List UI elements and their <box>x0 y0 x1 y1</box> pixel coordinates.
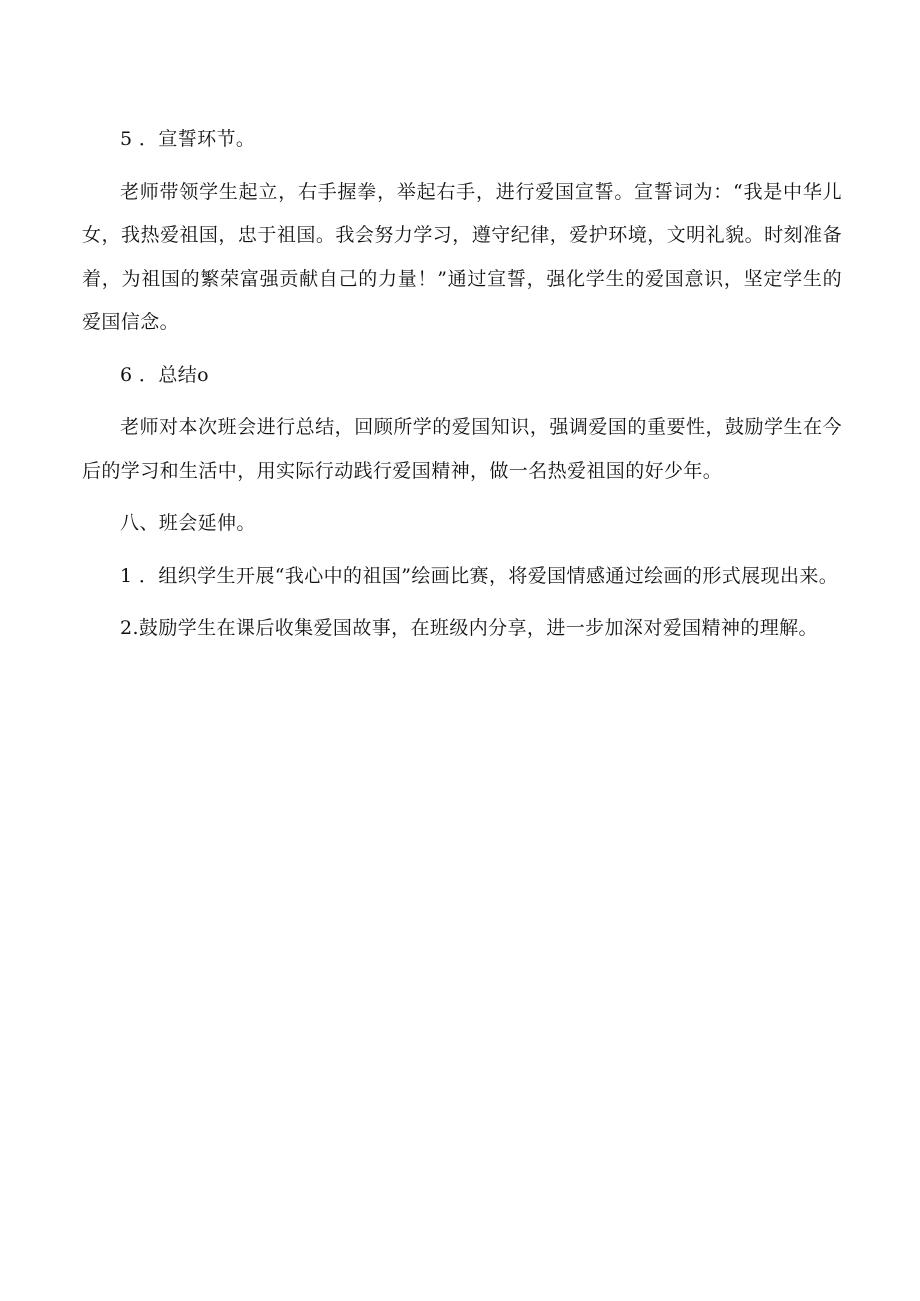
section-heading-oath: 5 ．宣誓环节。 <box>120 128 256 150</box>
paragraph-summary: 老师对本次班会进行总结，回顾所学的爱国知识，强调爱国的重要性，鼓励学生在今后的学习和生活中，用实际行动践行爱国精神，做一名热爱祖国的好少年。 <box>82 416 842 482</box>
section-heading-summary: 6 ．总结o <box>120 363 209 386</box>
paragraph-extension-stories: 2.鼓励学生在课后收集爱国故事，在班级内分享，进一步加深对爱国精神的理解。 <box>120 617 818 639</box>
paragraph-extension-drawing: 1 ．组织学生开展“我心中的祖国”绘画比赛，将爱国情感通过绘画的形式展现出来。 <box>120 564 839 587</box>
paragraph-oath: 老师带领学生起立，右手握拳，举起右手，进行爱国宣誓。宣誓词为：“我是中华儿女，我热爱祖国，忠于祖国。我会努力学习，遵守纪律，爱护环境，文明礼貌。时刻准备着，为祖国的繁荣富强贡献自己的力量！”通过宣誓，强化学生的爱国意识，坚定学生的爱国信念。 <box>82 180 842 333</box>
document-page <box>82 118 842 660</box>
section-heading-extension: 八、班会延伸。 <box>120 512 256 534</box>
